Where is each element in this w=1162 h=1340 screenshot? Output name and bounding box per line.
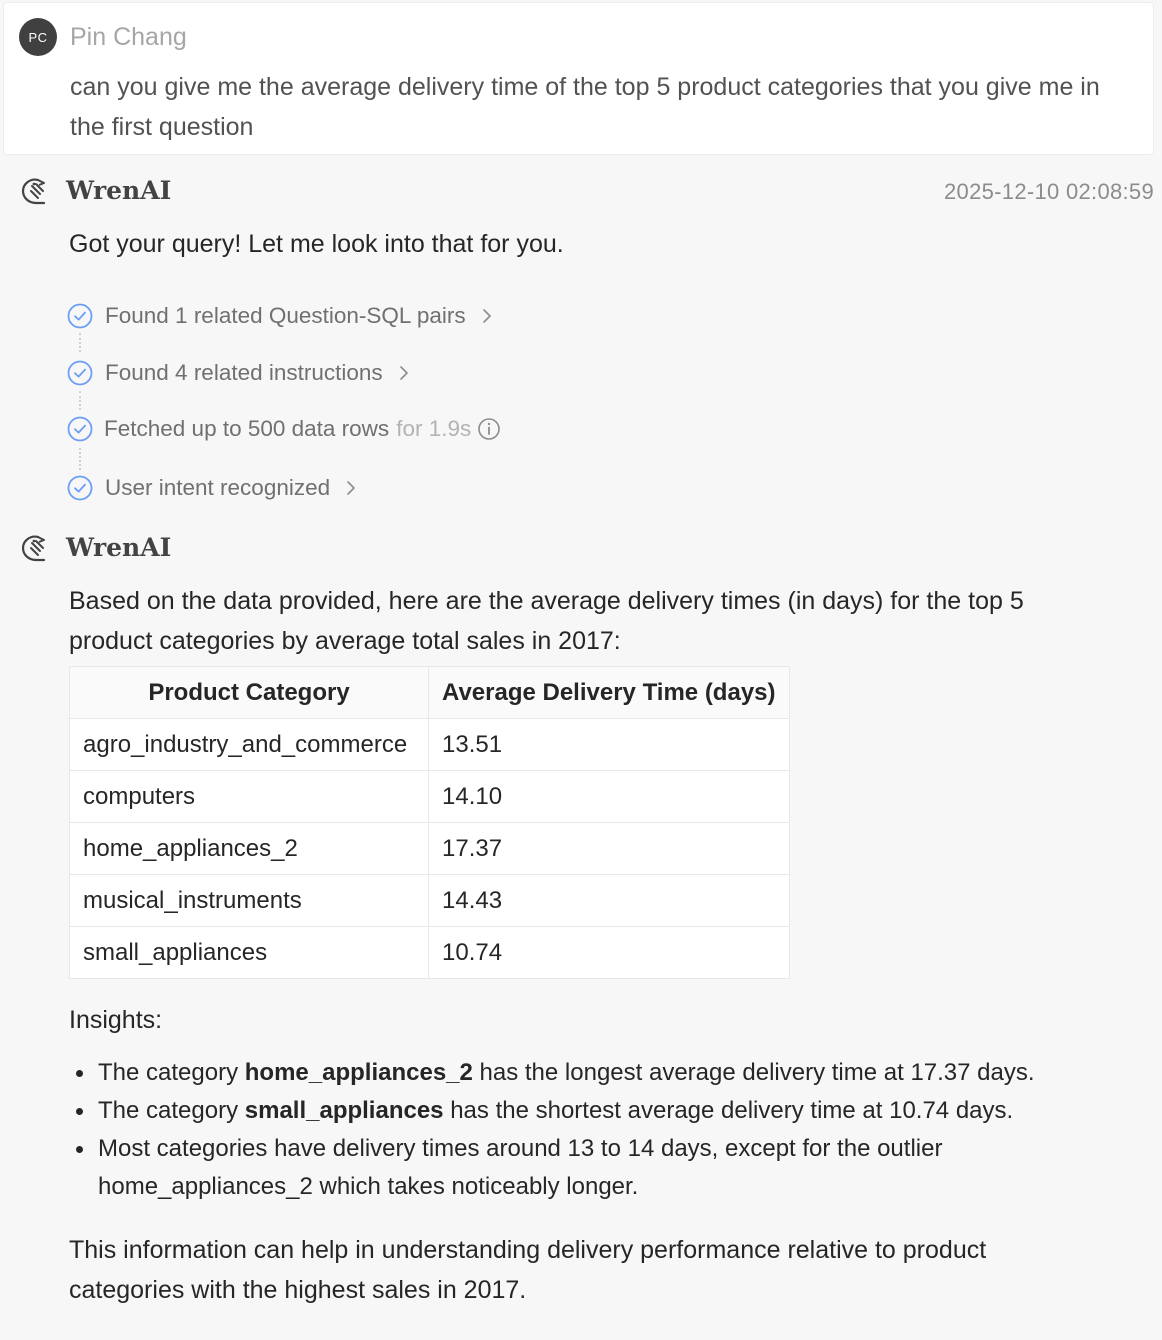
check-circle-icon [66,302,94,330]
table-row [70,875,790,927]
check-circle-icon [66,415,94,443]
table-row [70,719,790,771]
user-message-text: can you give me the average delivery time of the top 5 product categories that you give me in the first question [70,73,1100,141]
insight-item: The category home_appliances_2 has the longest average delivery time at 17.37 days. [98,1054,1138,1092]
check-circle-icon [66,359,94,387]
step-label: User intent recognized [105,475,331,500]
user-avatar: PC [19,18,57,56]
step-connector [79,333,81,352]
chevron-right-icon[interactable] [344,478,358,498]
insights-heading: Insights: [69,1006,163,1034]
step-label: Fetched up to 500 data rows [104,416,390,441]
column-header-category: Product Category [70,667,429,719]
insight-item: Most categories have delivery times around 13 to 14 days, except for the outlier home_appliances_2 which takes noticeably longer. [98,1130,1138,1206]
cell-category: home_appliances_2 [70,823,429,875]
chevron-right-icon[interactable] [397,363,411,383]
chevron-right-icon[interactable] [480,306,494,326]
cell-category: small_appliances [70,927,429,979]
cell-delivery-time: 13.51 [429,719,790,771]
info-icon[interactable] [477,417,501,441]
assistant-name: WrenAI [66,176,172,205]
cell-delivery-time: 17.37 [429,823,790,875]
cell-category: musical_instruments [70,875,429,927]
table-row [70,823,790,875]
cell-delivery-time: 14.10 [429,771,790,823]
answer-closing: This information can help in understanding delivery performance relative to product categories with the highest sales in 2017. [69,1236,987,1304]
step-connector [79,391,81,410]
check-circle-icon [66,474,94,502]
wren-bird-logo [18,174,52,208]
step-label: Found 1 related Question-SQL pairs [105,303,466,328]
insight-item: The category small_appliances has the shortest average delivery time at 10.74 days. [98,1092,1138,1130]
insights-list [98,1054,1138,1206]
user-message-card [3,2,1154,155]
assistant-name: WrenAI [66,533,172,562]
table-row [70,771,790,823]
step-duration: for 1.9s [396,416,472,441]
wren-bird-logo [18,531,52,565]
message-timestamp: 2025-12-10 02:08:59 [944,179,1154,204]
column-header-delivery-time: Average Delivery Time (days) [429,667,790,719]
answer-header [18,531,1154,567]
user-name: Pin Chang [70,23,187,51]
cell-delivery-time: 14.43 [429,875,790,927]
step-instructions[interactable] [66,355,411,391]
cell-delivery-time: 10.74 [429,927,790,979]
assistant-header [18,174,1154,210]
answer-summary: Based on the data provided, here are the average delivery times (in days) for the top 5 product categories by average total sales in 2017: [69,587,1024,655]
cell-category: agro_industry_and_commerce [70,719,429,771]
step-question-sql[interactable] [66,298,494,334]
step-fetched-rows [66,411,501,447]
assistant-intro: Got your query! Let me look into that for you. [69,230,564,258]
results-table [69,666,790,979]
cell-category: computers [70,771,429,823]
step-connector [79,448,81,470]
table-header-row [70,667,790,719]
table-row [70,927,790,979]
step-label: Found 4 related instructions [105,360,383,385]
step-user-intent[interactable] [66,470,358,506]
